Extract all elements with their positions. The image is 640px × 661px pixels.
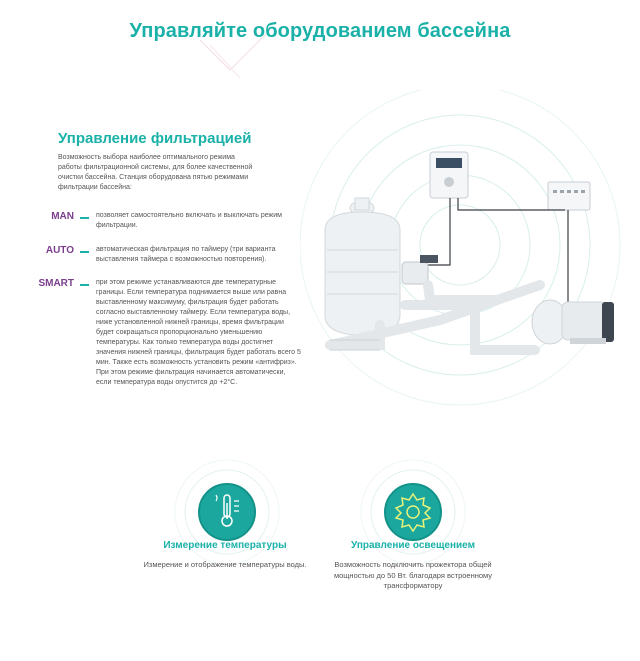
- multiport-valve: [402, 255, 438, 284]
- light-feature-icon: [358, 457, 468, 572]
- feature-title-temperature: Измерение температуры: [163, 540, 287, 551]
- mode-desc-man: позволяет самостоятельно включать и выключать режим фильтрации.: [96, 212, 282, 229]
- mode-desc-auto: автоматическая фильтрация по таймеру (три варианта выставления таймера с возможностью повторения).: [96, 246, 276, 263]
- filtration-title: Управление фильтрацией: [58, 130, 252, 147]
- mode-name-auto: AUTO: [45, 245, 74, 256]
- mode-name-smart: SMART: [38, 278, 74, 289]
- feature-desc-lighting: Возможность подключить прожектора общей мощностью до 50 Вт. благодаря встроенному трансформатору: [333, 560, 493, 590]
- pump: [532, 300, 614, 344]
- filter-tank: [325, 198, 400, 335]
- mode-dash: [80, 251, 89, 253]
- junction-box: [548, 182, 590, 210]
- page-title: Управляйте оборудованием бассейна: [129, 20, 511, 42]
- pool-equipment-illustration: [300, 90, 640, 410]
- feature-desc-temperature: Измерение и отображение температуры воды.: [143, 560, 307, 569]
- mode-desc-smart: при этом режиме устанавливаются две температурные границы. Если температура поднимается выше или равна выставленному максимуму, фильтрация будет работать согласно выставленному таймеру. Если температура воды, ниже установленной нижней границы, время фильтрации будет сокращаться пропорционально уменьшению температуры. Как только температура воды достигнет значения нижней границы, фильтрация будет работать всего 5 мин. Также есть возможность установить режим «антифриз». При этом режиме фильтрация начинается автоматически, если температура воды опустится до +2°C.: [96, 279, 301, 386]
- thermometer-feature-icon: [172, 457, 282, 572]
- filtration-description: Возможность выбора наиболее оптимального режима работы фильтрационной системы, для более качественной очистки бассейна. Станция оборудована пятью режимами фильтрации бассейна:: [58, 154, 253, 191]
- mode-dash: [80, 284, 89, 286]
- mode-dash: [80, 217, 89, 219]
- controller-unit: [430, 152, 468, 198]
- mode-name-man: MAN: [51, 211, 74, 222]
- feature-title-lighting: Управление освещением: [350, 540, 475, 551]
